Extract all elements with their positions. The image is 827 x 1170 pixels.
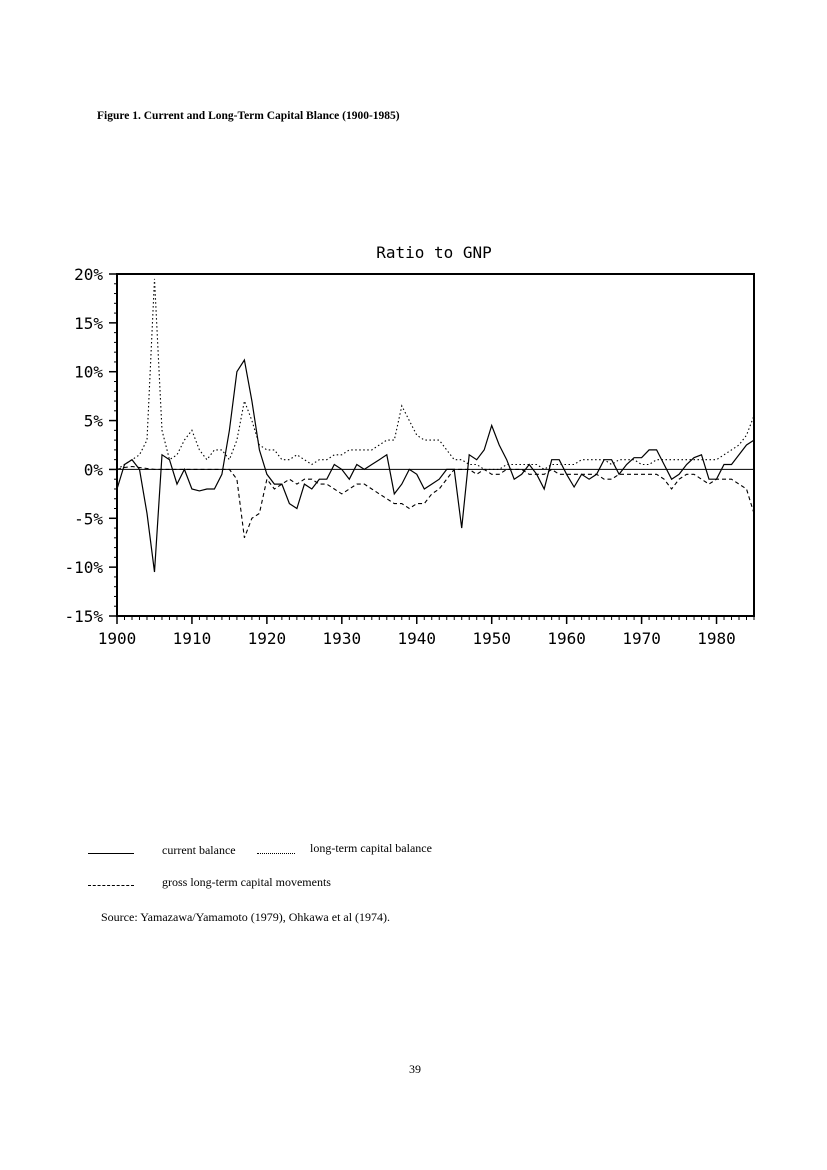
y-tick-label: 20% (74, 265, 103, 284)
legend-longterm-line (257, 853, 295, 854)
y-tick-label: -5% (74, 509, 103, 529)
figure-caption: Figure 1. Current and Long-Term Capital Blance (1900-1985) (97, 110, 400, 122)
legend-gross-line (88, 885, 134, 886)
legend-longterm-label: long-term capital balance (310, 841, 432, 855)
page-number: 39 (409, 1062, 421, 1076)
x-tick-label: 1980 (697, 629, 736, 648)
source-note: Source: Yamazawa/Yamamoto (1979), Ohkawa et al (1974). (101, 910, 391, 924)
y-tick-label: 10% (74, 362, 103, 382)
x-tick-label: 1960 (547, 629, 586, 648)
series-line-3 (117, 467, 754, 538)
chart-title: Ratio to GNP (376, 243, 492, 262)
x-tick-label: 1900 (97, 629, 137, 648)
y-tick-label: -15% (64, 607, 103, 626)
plot-frame (117, 274, 754, 616)
x-tick-label: 1930 (322, 629, 362, 648)
series-line-2 (117, 279, 754, 470)
legend-current-line (88, 853, 134, 854)
x-tick-label: 1950 (472, 629, 511, 648)
legend-gross-label: gross long-term capital movements (162, 875, 331, 889)
x-tick-label: 1970 (622, 629, 661, 648)
x-tick-label: 1940 (397, 629, 437, 648)
y-tick-label: 15% (74, 313, 103, 333)
x-tick-label: 1910 (172, 629, 212, 648)
legend-current-label: current balance (162, 843, 236, 857)
y-tick-label: 0% (83, 460, 103, 480)
x-tick-label: 1920 (247, 629, 287, 648)
series-line-1 (117, 360, 754, 572)
y-tick-label: 5% (83, 411, 103, 431)
y-tick-label: -10% (64, 558, 103, 578)
